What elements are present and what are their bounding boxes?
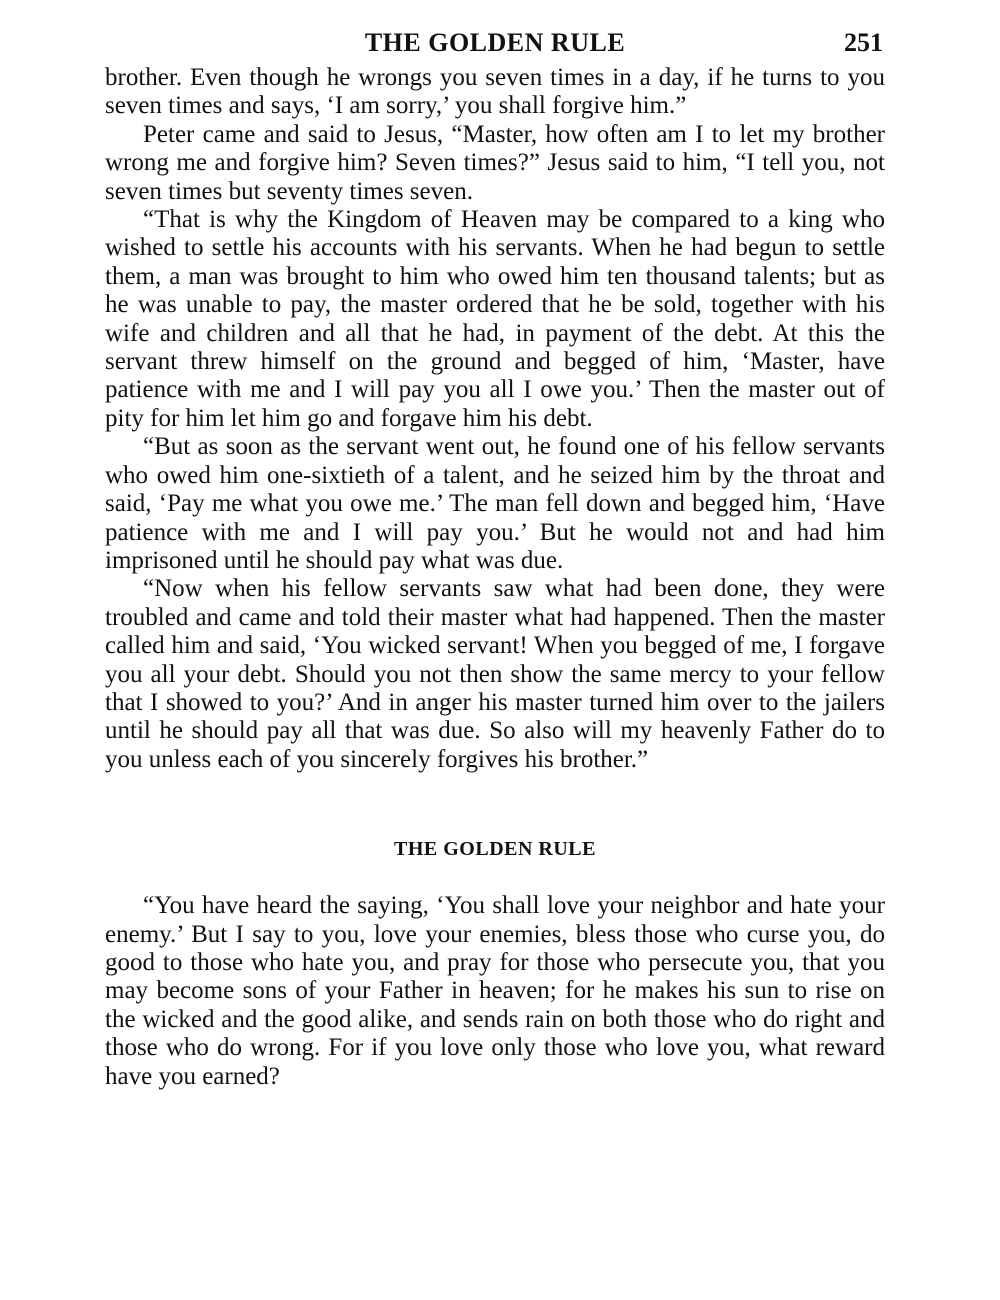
book-page — [105, 24, 885, 1091]
page-number: 251 — [844, 28, 883, 57]
paragraph: “That is why the Kingdom of Heaven may be compared to a king who wished to settle his accounts with his servants. When he had begun to settle them, a man was brought to him who owed him ten thousand talents; but as he was unable to pay, the master ordered that he be sold, together with his wife and children and all that he had, in payment of the debt. At this the servant threw himself on the ground and begged of him, ‘Master, have patience with me and I will pay you all I owe you.’ Then the master out of pity for him let him go and forgave him his debt. — [105, 206, 885, 432]
section-text — [105, 892, 885, 1091]
paragraph: Peter came and said to Jesus, “Master, how often am I to let my brother wrong me and forgive him? Seven times?” Jesus said to him, “I tell you, not seven times but seventy times seven. — [105, 120, 885, 205]
running-header — [105, 24, 885, 64]
running-title: THE GOLDEN RULE — [364, 28, 626, 57]
paragraph-continued: brother. Even though he wrongs you seven times in a day, if he turns to you seven times and says, ‘I am sorry,’ you shall forgive him.” — [105, 64, 885, 120]
main-text — [105, 64, 885, 774]
paragraph: “Now when his fellow servants saw what had been done, they were troubled and came and told their master what had happened. Then the master called him and said, ‘You wicked servant! When you begged of me, I forgave you all your debt. Should you not then show the same mercy to your fellow that I showed to you?’ And in anger his master turned him over to the jailers until he should pay all that was due. So also will my heavenly Father do to you unless each of you sincerely forgives his brother.” — [105, 575, 885, 773]
section-heading: THE GOLDEN RULE — [394, 838, 596, 861]
paragraph: “You have heard the saying, ‘You shall love your neighbor and hate your enemy.’ But I say to you, love your enemies, bless those who curse you, do good to those who hate you, and pray for those who persecute you, that you may become sons of your Father in heaven; for he makes his sun to rise on the wicked and the good alike, and sends rain on both those who do right and those who do wrong. For if you love only those who love you, what reward have you earned? — [105, 892, 885, 1090]
paragraph: “But as soon as the servant went out, he found one of his fellow servants who owed him one-sixtieth of a talent, and he seized him by the throat and said, ‘Pay me what you owe me.’ The man fell down and begged him, ‘Have patience with me and I will pay you.’ But he would not and had him imprisoned until he should pay what was due. — [105, 433, 885, 574]
